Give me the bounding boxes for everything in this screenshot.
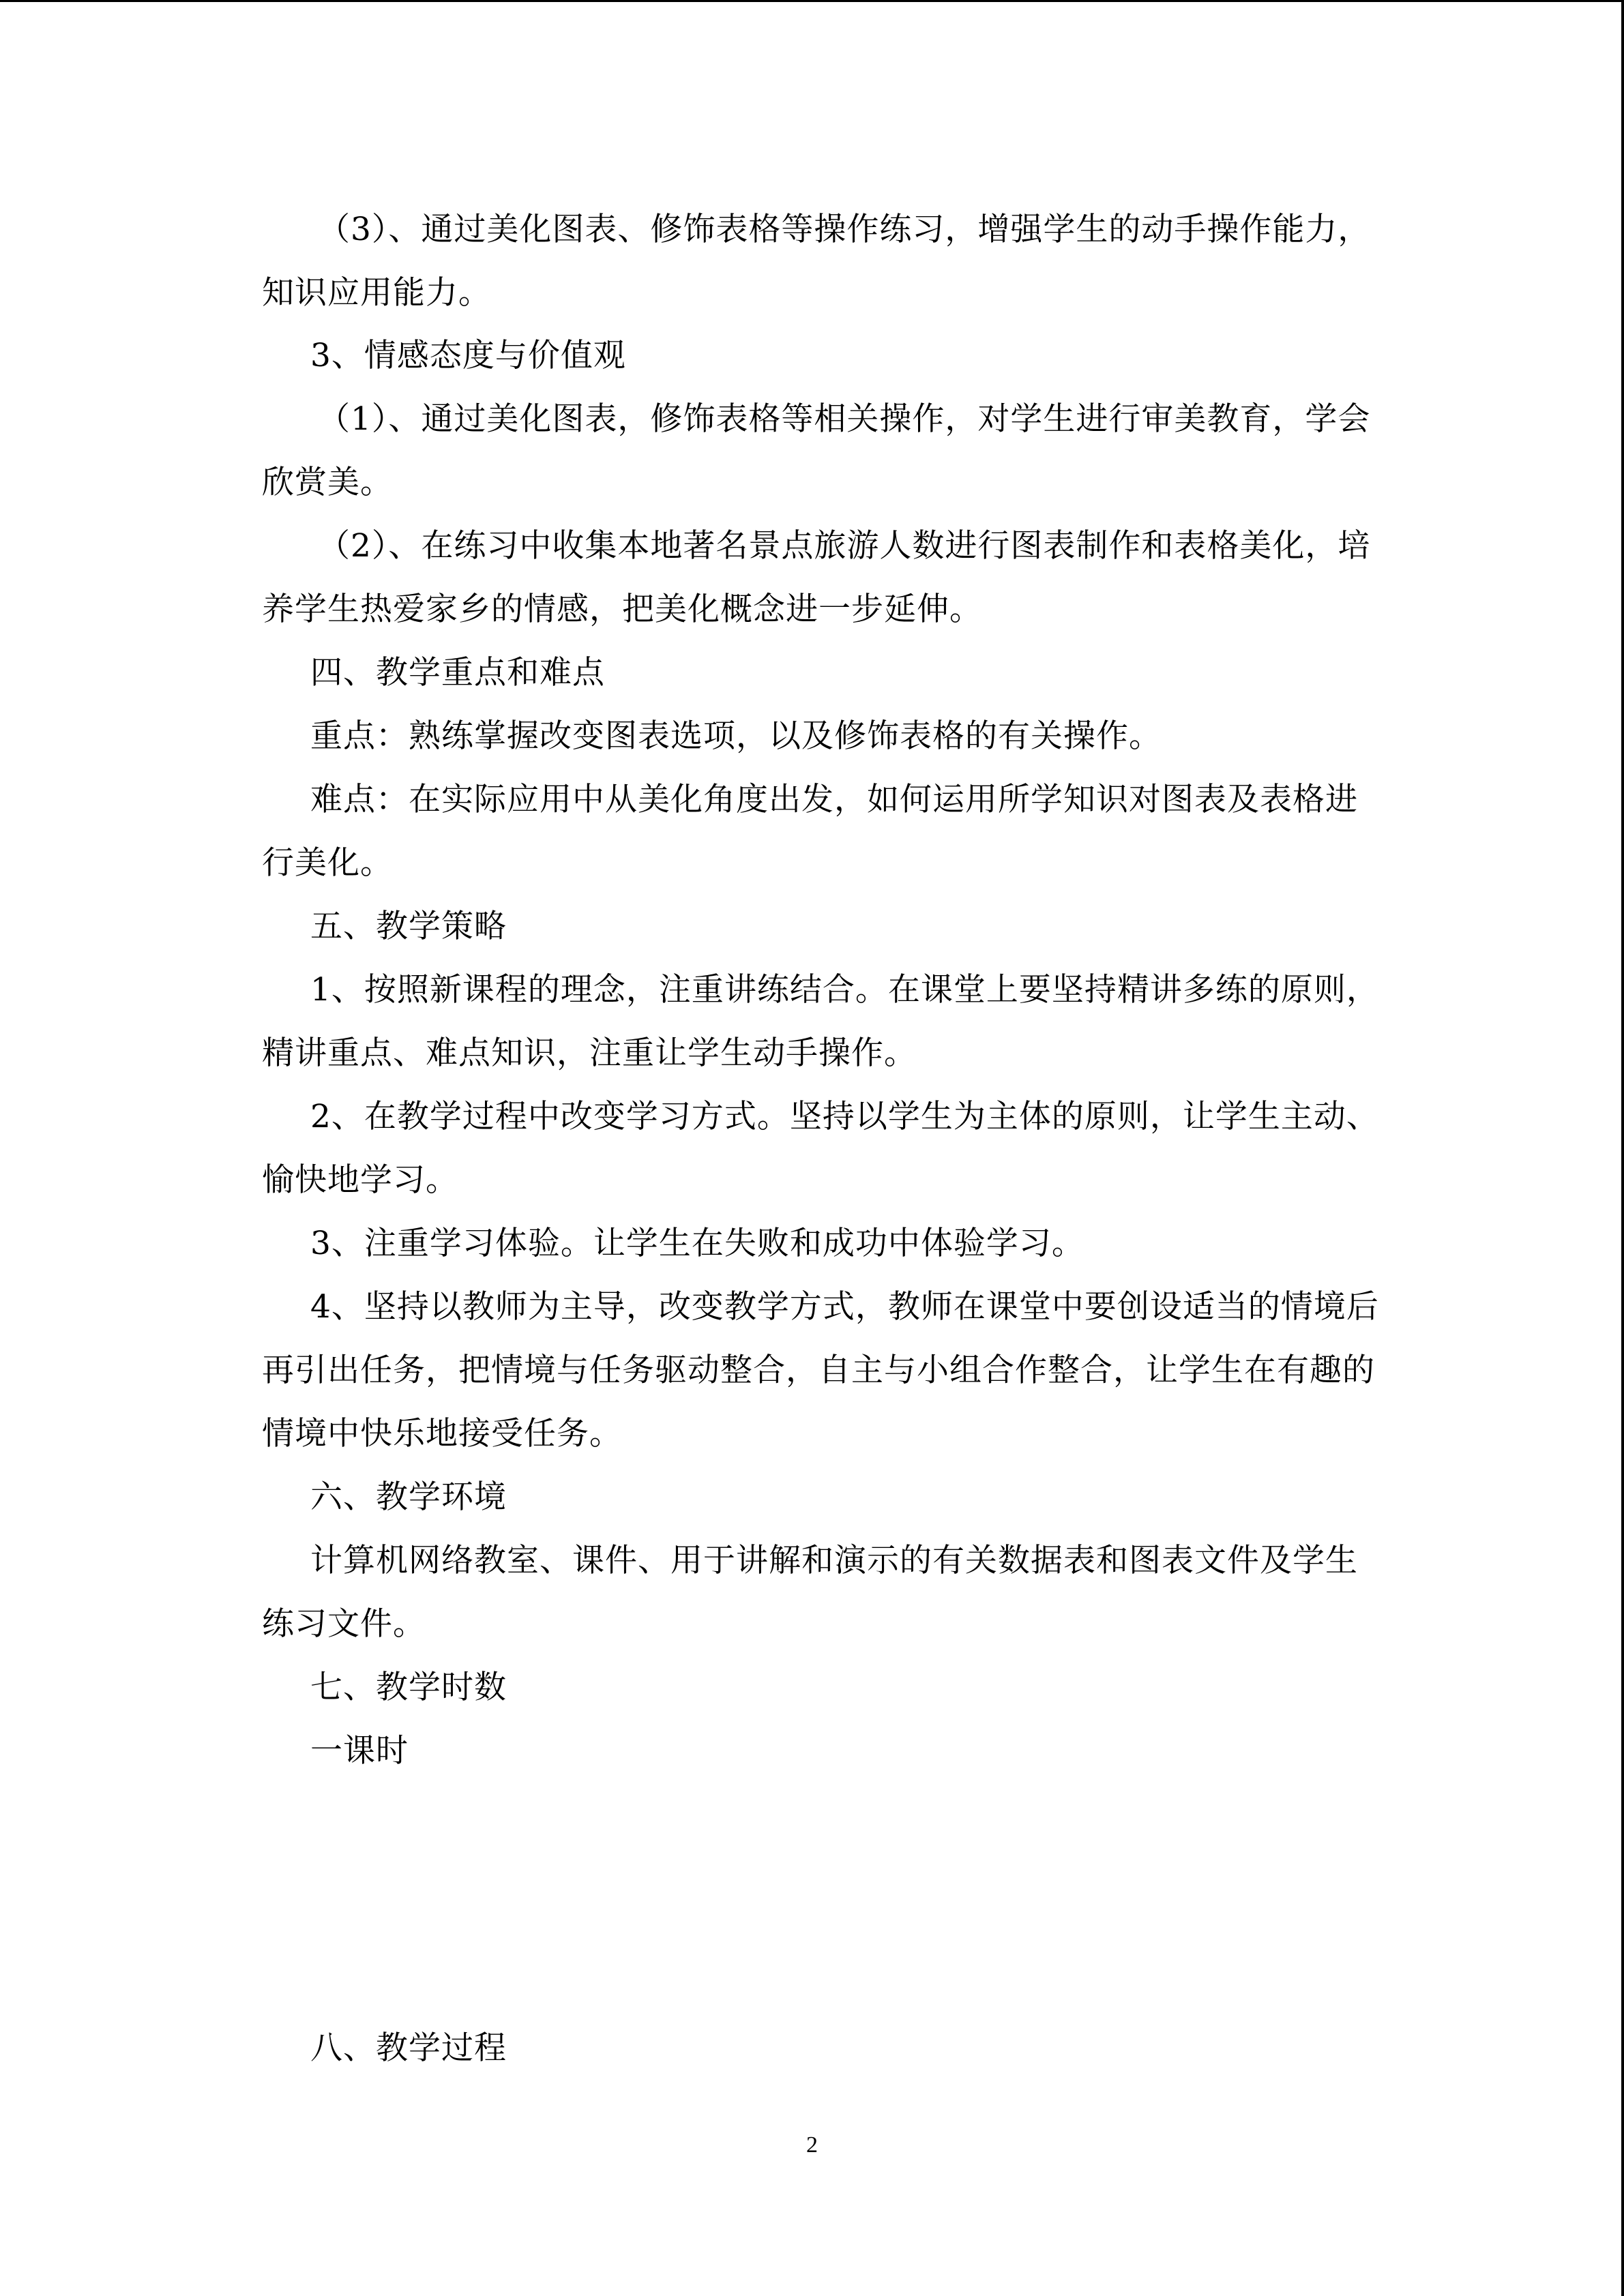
- section-heading: 七、教学时数: [310, 1669, 507, 1706]
- text-line: （1）、通过美化图表，修饰表格等相关操作，对学生进行审美教育，学会: [318, 400, 1371, 438]
- text-line: 4、坚持以教师为主导，改变教学方式，教师在课堂中要创设适当的情境后: [310, 1288, 1379, 1326]
- text-line: 知识应用能力。: [262, 274, 491, 312]
- text-line: 2、在教学过程中改变学习方式。坚持以学生为主体的原则，让学生主动、: [310, 1098, 1379, 1135]
- text-line: 再引出任务，把情境与任务驱动整合，自主与小组合作整合，让学生在有趣的: [262, 1352, 1375, 1389]
- text-line: 一课时: [310, 1732, 409, 1770]
- text-line: 欣赏美。: [262, 464, 393, 501]
- text-line: 重点：熟练掌握改变图表选项，以及修饰表格的有关操作。: [310, 717, 1162, 755]
- section-heading: 六、教学环境: [310, 1478, 507, 1516]
- text-line: 养学生热爱家乡的情感，把美化概念进一步延伸。: [262, 591, 982, 628]
- text-line: 计算机网络教室、课件、用于讲解和演示的有关数据表和图表文件及学生: [310, 1542, 1358, 1579]
- page-number: 2: [806, 2132, 818, 2158]
- section-heading: 3、情感态度与价值观: [310, 337, 626, 374]
- text-line: 愉快地学习。: [262, 1161, 458, 1199]
- text-line: 难点：在实际应用中从美化角度出发，如何运用所学知识对图表及表格进: [310, 781, 1358, 818]
- text-line: 1、按照新课程的理念，注重讲练结合。在课堂上要坚持精讲多练的原则，: [310, 971, 1379, 1009]
- section-heading: 五、教学策略: [310, 908, 507, 945]
- text-line: （2）、在练习中收集本地著名景点旅游人数进行图表制作和表格美化，培: [318, 527, 1371, 565]
- text-line: 3、注重学习体验。让学生在失败和成功中体验学习。: [310, 1225, 1084, 1262]
- page-border-top: [0, 0, 1624, 2]
- section-heading: 八、教学过程: [310, 2029, 507, 2067]
- text-line: （3）、通过美化图表、修饰表格等操作练习，增强学生的动手操作能力，: [318, 211, 1371, 248]
- text-line: 行美化。: [262, 844, 393, 882]
- text-line: 情境中快乐地接受任务。: [262, 1415, 622, 1452]
- section-heading: 四、教学重点和难点: [310, 654, 605, 691]
- page-border-right: [1621, 0, 1624, 2296]
- text-line: 练习文件。: [262, 1605, 426, 1643]
- text-line: 精讲重点、难点知识，注重让学生动手操作。: [262, 1034, 917, 1072]
